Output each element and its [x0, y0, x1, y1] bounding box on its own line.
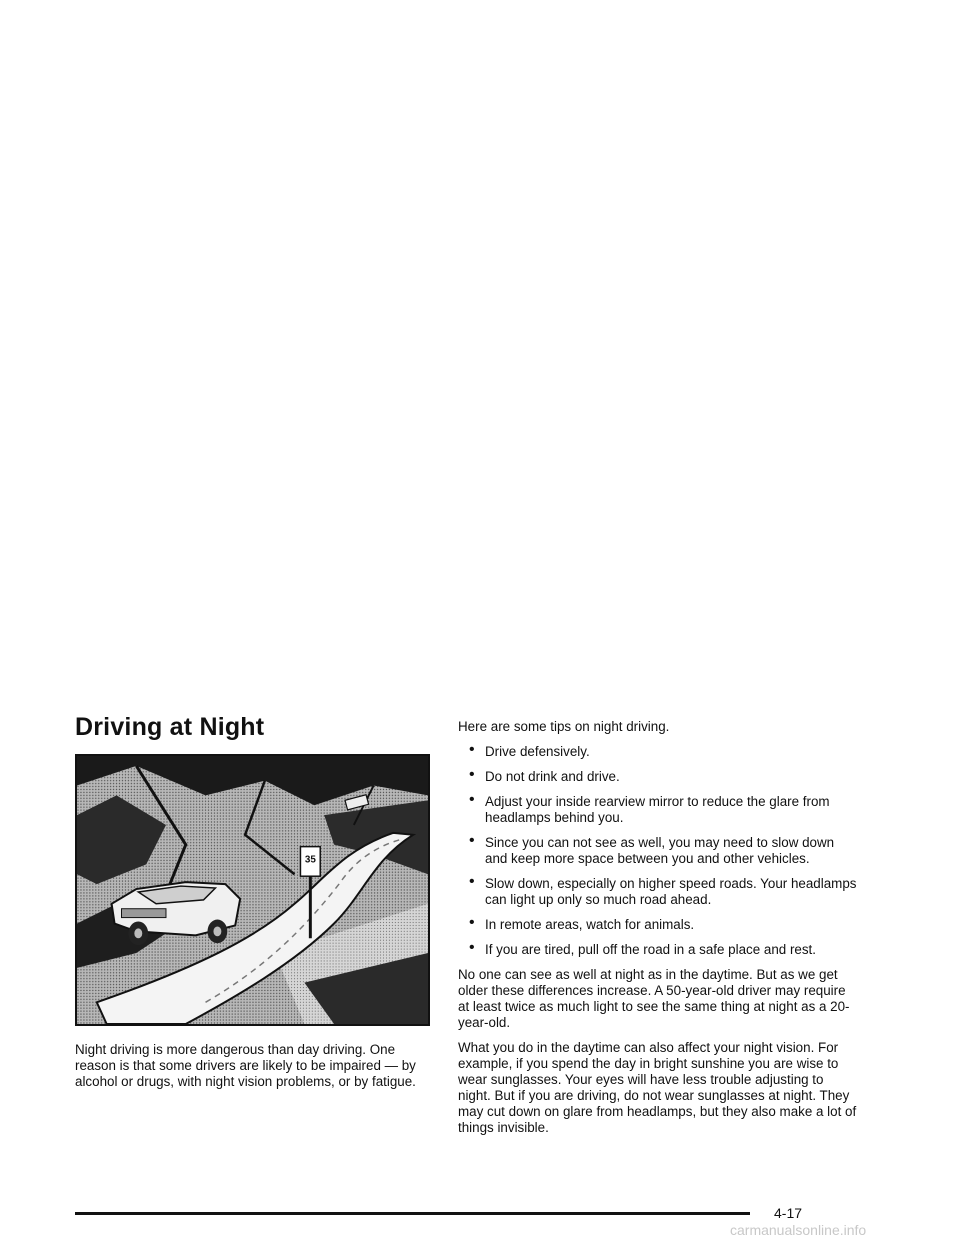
- tip-item: • Do not drink and drive.: [469, 766, 620, 784]
- tips-list: [458, 741, 858, 958]
- bullet-icon: •: [469, 766, 475, 783]
- bullet-icon: •: [469, 939, 475, 956]
- tip-item: • Since you can not see as well, you may need to slow down and keep more space between you and other vehicles.: [469, 832, 835, 866]
- watermark: carmanualsonline.info: [730, 1222, 867, 1238]
- night-road-scene: [77, 756, 428, 1024]
- speed-sign-text: 35: [304, 854, 316, 866]
- tips-lead: Here are some tips on night driving.: [458, 719, 670, 734]
- tip-item: • If you are tired, pull off the road in a safe place and rest.: [469, 939, 816, 957]
- bullet-icon: •: [469, 741, 475, 758]
- body-paragraph-2: What you do in the daytime can also affect your night vision. For example, if you spend the day in bright sunshine you are wise to wear sunglasses. Your eyes will have less trouble adjusting to night. But if you are driving, do not wear sunglasses at night. They may cut down on glare from headlamps, but they also make a lot of things invisible.: [458, 1040, 857, 1135]
- tip-item: • Drive defensively.: [469, 741, 590, 759]
- night-driving-illustration: [75, 754, 430, 1026]
- page-title: Driving at Night: [75, 713, 265, 741]
- bullet-icon: •: [469, 832, 475, 849]
- bullet-icon: •: [469, 914, 475, 931]
- page-number: 4-17: [774, 1205, 803, 1221]
- tip-item: • Adjust your inside rearview mirror to reduce the glare from headlamps behind you.: [469, 791, 830, 825]
- bullet-icon: •: [469, 873, 475, 890]
- tip-item: • Slow down, especially on higher speed roads. Your headlamps can light up only so much road ahead.: [469, 873, 857, 907]
- body-paragraph-1: No one can see as well at night as in the daytime. But as we get older these differences increase. A 50-year-old driver may require at least twice as much light to see the same thing at night as a 20-year-old.: [458, 967, 850, 1030]
- footer-rule: [75, 1212, 750, 1215]
- intro-paragraph: Night driving is more dangerous than day driving. One reason is that some drivers are likely to be impaired — by alcohol or drugs, with night vision problems, or by fatigue.: [75, 1042, 416, 1089]
- bullet-icon: •: [469, 791, 475, 808]
- tip-item: • In remote areas, watch for animals.: [469, 914, 695, 932]
- tips-column: [458, 719, 858, 1145]
